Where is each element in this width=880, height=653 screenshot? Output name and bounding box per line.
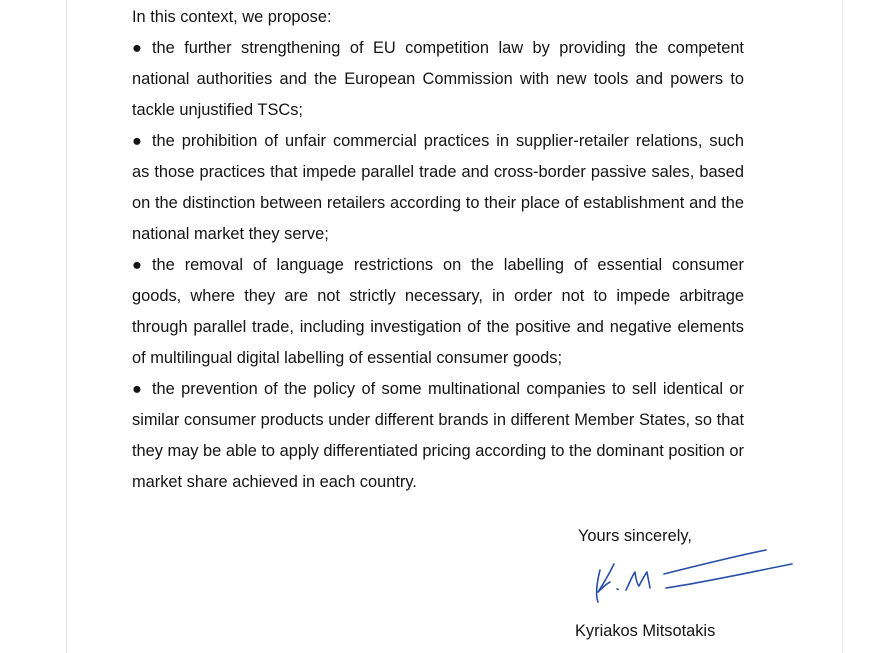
signature-stroke-k-arm [598, 564, 614, 592]
signature-strokes [586, 550, 792, 610]
proposal-item [132, 374, 744, 498]
proposal-text: the prevention of the policy of some multinational companies to sell identical or similar consumer products under different brands in different Member States, so that they may be able to apply differentiated pricing according to the dominant position or market share achieved in each country. [132, 380, 744, 491]
closing-salutation: Yours sincerely, [578, 527, 692, 545]
page-edge-left [66, 0, 67, 653]
proposal-text: the removal of language restrictions on the labelling of essential consumer goods, where they are not strictly necessary, in order not to impede arbitrage through parallel trade, including investigation of the positive and negative elements of multilingual digital labelling of essential consumer goods; [132, 256, 744, 367]
proposal-item [132, 126, 744, 250]
signature-stroke-flourish-upper [664, 550, 766, 574]
proposal-item [132, 250, 744, 374]
signer-name: Kyriakos Mitsotakis [575, 622, 716, 640]
proposal-item [132, 33, 744, 126]
bullet-icon: ● [132, 380, 142, 398]
letter-body [132, 2, 744, 498]
bullet-icon: ● [132, 39, 142, 57]
bullet-icon: ● [132, 132, 142, 150]
page-edge-right [842, 0, 843, 653]
signature-stroke-m [626, 572, 650, 590]
signature-stroke-k-stem [597, 570, 600, 602]
signature-stroke-flourish-lower [666, 564, 792, 588]
bullet-icon: ● [132, 256, 142, 274]
proposal-text: the further strengthening of EU competition law by providing the competent national authorities and the European Commission with new tools and powers to tackle unjustified TSCs; [132, 39, 744, 119]
handwritten-signature [586, 542, 796, 610]
proposal-text: the prohibition of unfair commercial practices in supplier-retailer relations, such as those practices that impede parallel trade and cross-border passive sales, based on the distinction between retailers according to their place of establishment and the national market they serve; [132, 132, 744, 243]
intro-line: In this context, we propose: [132, 8, 332, 26]
